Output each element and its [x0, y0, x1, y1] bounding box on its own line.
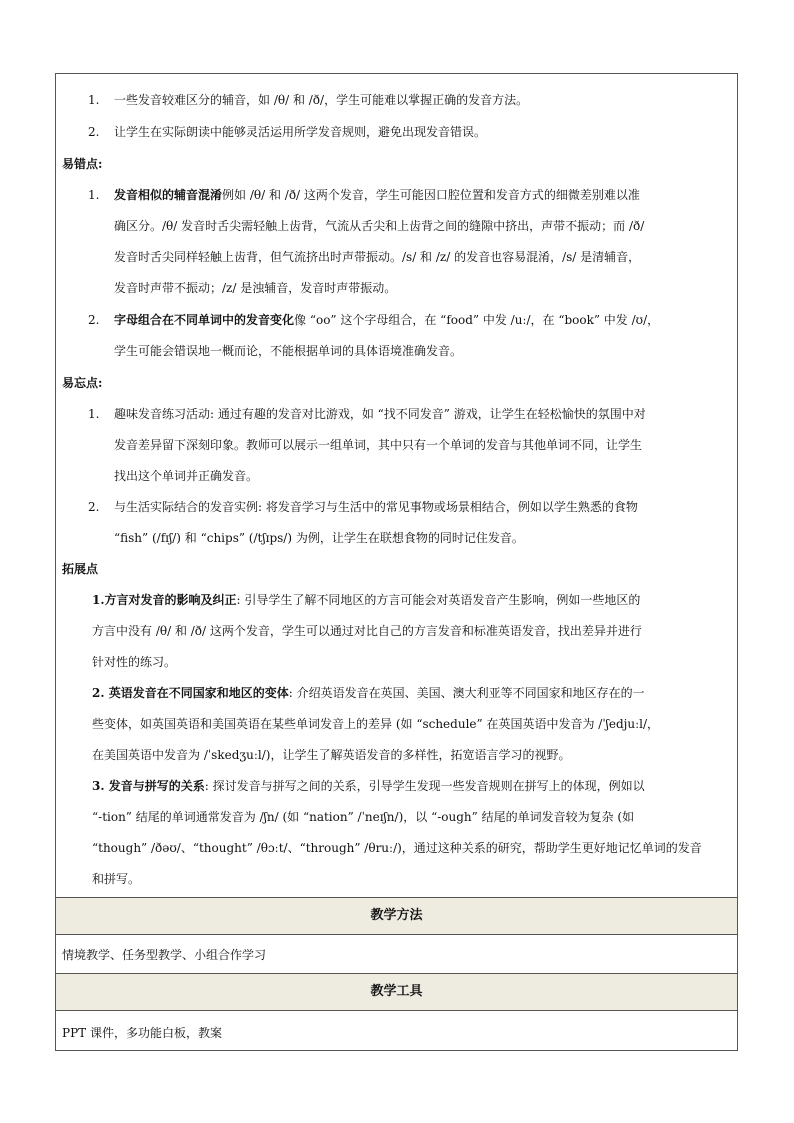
list-number: 1. — [88, 188, 100, 202]
teaching-tools-value: PPT 课件，多功能白板，教案 — [62, 1026, 222, 1040]
list-item-line: “fish” (/fɪʃ/) 和 “chips” (/tʃɪps/) 为例，让学生在联想食物的同时记住发音。 — [114, 531, 524, 545]
list-item-line: 发音时声带不振动；/z/ 是浊辅音，发音时声带振动。 — [114, 281, 397, 295]
list-item-line: 确区分。/θ/ 发音时舌尖需轻触上齿背，气流从舌尖和上齿背之间的缝隙中挤出，声带不振动；而 /ð/ — [114, 219, 645, 233]
list-item-line: 在美国英语中发音为 /ˈskedʒuːl/)，让学生了解英语发音的多样性，拓宽语言学习的视野。 — [92, 748, 571, 762]
list-item-line: “-tion” 结尾的单词通常发音为 /ʃn/ (如 “nation” /ˈneɪʃn/)，以 “-ough” 结尾的单词发音较为复杂 (如 — [92, 810, 635, 824]
item-keyword: 1.方言对发音的影响及纠正 — [92, 593, 237, 607]
error-points-heading: 易错点: — [62, 157, 103, 171]
list-item: 发音相似的辅音混淆例如 /θ/ 和 /ð/ 这两个发音，学生可能因口腔位置和发音方式的细微差别难以准 — [114, 188, 640, 202]
forget-points-heading: 易忘点: — [62, 376, 103, 390]
list-item: 趣味发音练习活动: 通过有趣的发音对比游戏，如 “找不同发音” 游戏，让学生在轻松愉快的氛围中对 — [114, 407, 646, 421]
list-item: 让学生在实际朗读中能够灵活运用所学发音规则，避免出现发音错误。 — [114, 125, 487, 139]
lesson-plan-table — [55, 73, 738, 1051]
list-item-line: 发音时舌尖同样轻触上齿背，但气流挤出时声带振动。/s/ 和 /z/ 的发音也容易混淆，/s/ 是清辅音， — [114, 250, 641, 264]
list-item-line: 些变体，如英国英语和美国英语在某些单词发音上的差异 (如 “schedule” 在英国英语中发音为 /ˈʃedjuːl/， — [92, 717, 660, 731]
list-item: 3. 发音与拼写的关系: 探讨发音与拼写之间的关系，引导学生发现一些发音规则在拼写上的体现，例如以 — [92, 779, 645, 793]
teaching-method-value: 情境教学、任务型教学、小组合作学习 — [62, 948, 267, 962]
item-keyword: 发音相似的辅音混淆 — [114, 188, 223, 202]
list-number: 2. — [88, 313, 100, 327]
list-item: 与生活实际结合的发音实例: 将发音学习与生活中的常见事物或场景相结合，例如以学生熟悉的食物 — [114, 500, 638, 514]
list-number: 2. — [88, 500, 100, 514]
teaching-method-header: 教学方法 — [56, 897, 737, 935]
list-item: 一些发音较难区分的辅音，如 /θ/ 和 /ð/，学生可能难以掌握正确的发音方法。 — [114, 93, 529, 107]
list-number: 2. — [88, 125, 100, 139]
extension-points-heading: 拓展点 — [62, 562, 99, 576]
list-item-line: 学生可能会错误地一概而论，不能根据单词的具体语境准确发音。 — [114, 344, 463, 358]
teaching-tools-header: 教学工具 — [56, 973, 737, 1011]
list-number: 1. — [88, 407, 100, 421]
item-keyword: 2. 英语发音在不同国家和地区的变体 — [92, 686, 289, 700]
item-keyword: 字母组合在不同单词中的发音变化 — [114, 313, 295, 327]
list-number: 1. — [88, 93, 100, 107]
list-item-line: 和拼写。 — [92, 872, 141, 886]
list-item-line: 发音差异留下深刻印象。教师可以展示一组单词，其中只有一个单词的发音与其他单词不同，让学生 — [114, 438, 643, 452]
key-points-cell — [56, 74, 737, 897]
list-item: 字母组合在不同单词中的发音变化像 “oo” 这个字母组合，在 “food” 中发 /uː/，在 “book” 中发 /ʊ/， — [114, 313, 660, 327]
list-item: 1.方言对发音的影响及纠正: 引导学生了解不同地区的方言可能会对英语发音产生影响，例如一些地区的 — [92, 593, 641, 607]
list-item-line: 针对性的练习。 — [92, 655, 177, 669]
item-keyword: 3. 发音与拼写的关系 — [92, 779, 205, 793]
list-item-line: “though” /ðəʊ/、“thought” /θɔːt/、“through” /θruː/)，通过这种关系的研究，帮助学生更好地记忆单词的发音 — [92, 841, 702, 855]
list-item-line: 找出这个单词并正确发音。 — [114, 469, 259, 483]
list-item-line: 方言中没有 /θ/ 和 /ð/ 这两个发音，学生可以通过对比自己的方言发音和标准英语发音，找出差异并进行 — [92, 624, 642, 638]
list-item: 2. 英语发音在不同国家和地区的变体: 介绍英语发音在英国、美国、澳大利亚等不同国家和地区存在的一 — [92, 686, 645, 700]
